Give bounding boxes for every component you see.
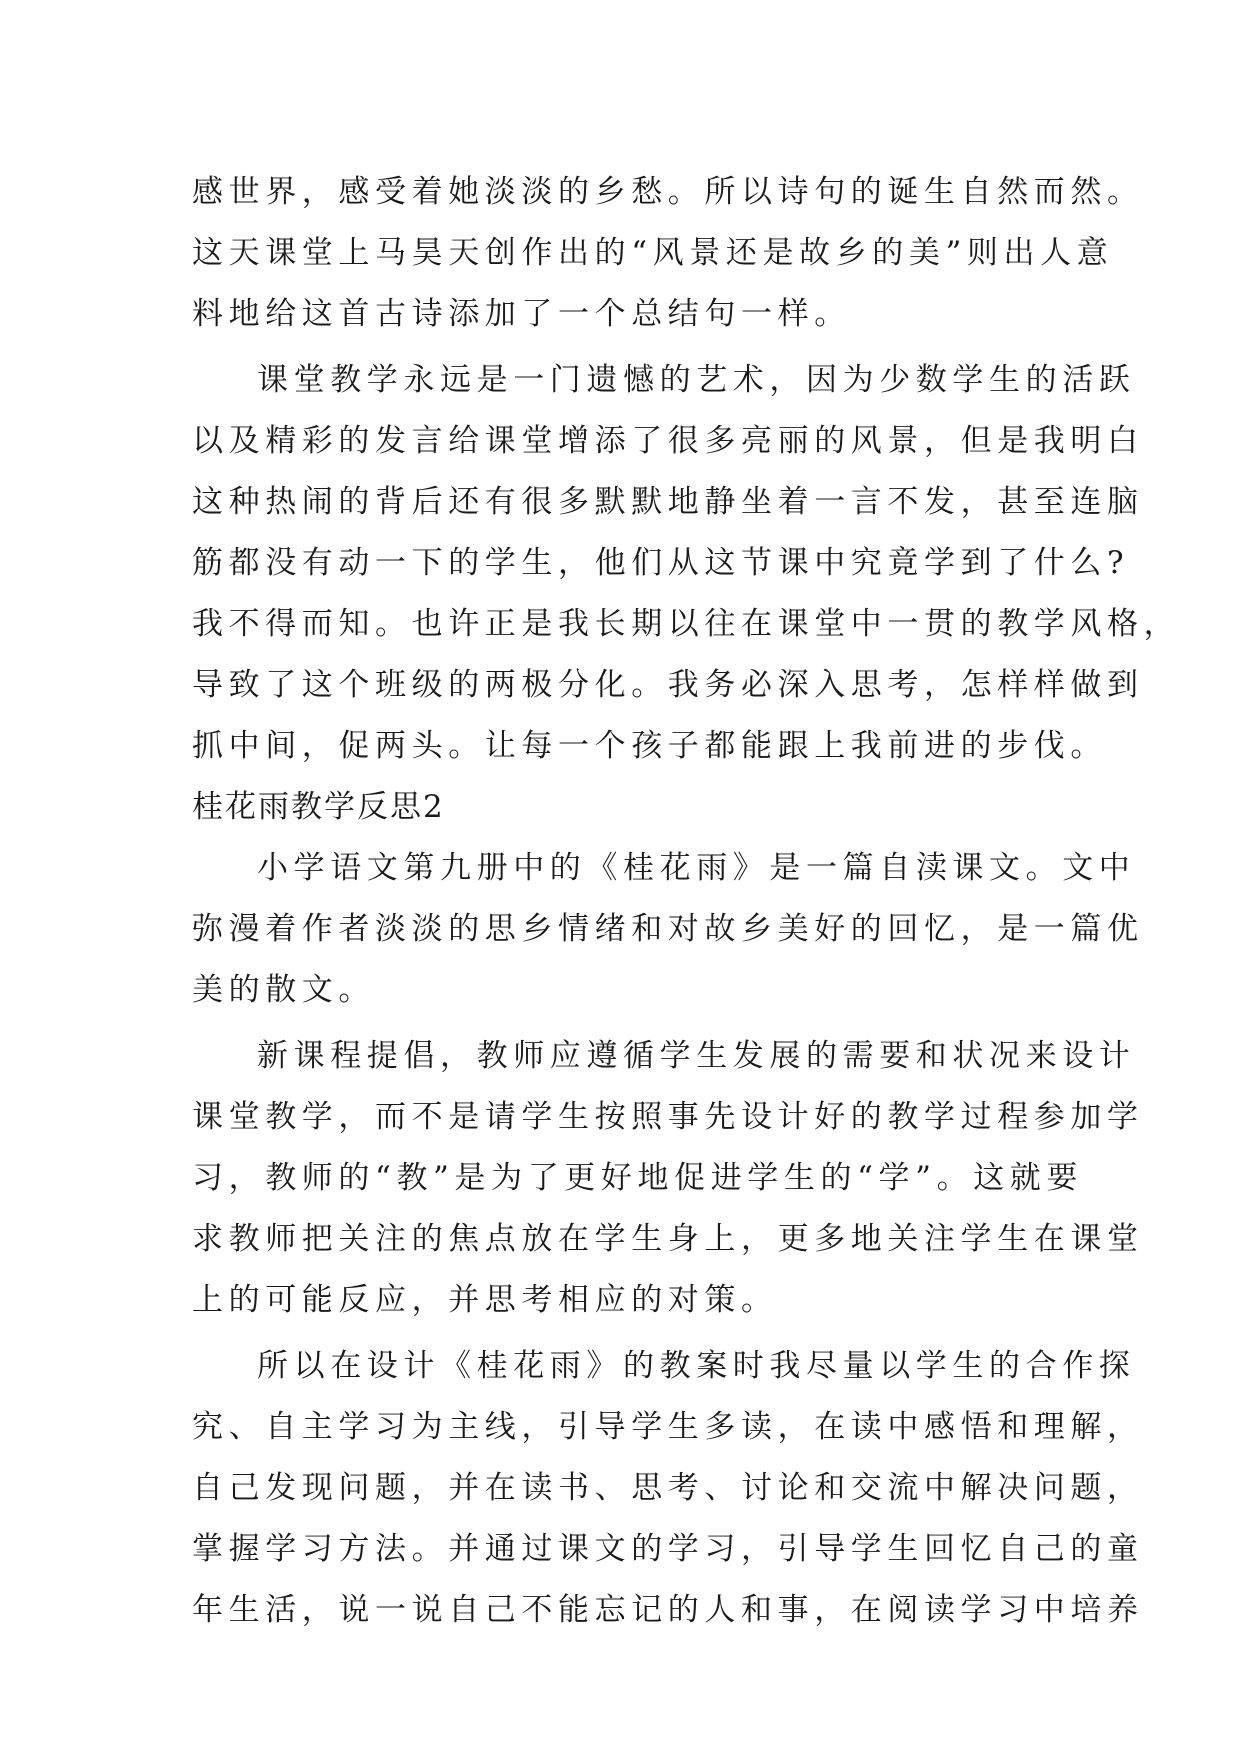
text-line: 这种热闹的背后还有很多默默地静坐着一言不发，甚至连脑 [192, 484, 1144, 520]
text-line: 小学语文第九册中的《桂花雨》是一篇自渎课文。文中 [257, 850, 1136, 886]
paragraph [192, 1026, 1144, 1331]
text-line: 新课程提倡，教师应遵循学生发展的需要和状况来设计 [257, 1038, 1136, 1074]
text-line: 课堂教学，而不是请学生按照事先设计好的教学过程参加学 [192, 1099, 1144, 1135]
paragraph [192, 350, 1181, 777]
document-page [192, 162, 1181, 1641]
text-line: 求教师把关注的焦点放在学生身上，更多地关注学生在课堂 [192, 1221, 1144, 1257]
text-line: 课堂教学永远是一门遗憾的艺术，因为少数学生的活跃 [257, 362, 1136, 398]
paragraph [192, 1336, 1144, 1641]
text-line: 自己发现问题，并在读书、思考、讨论和交流中解决问题， [192, 1470, 1144, 1506]
paragraph-continued [192, 162, 1144, 345]
text-line: 年生活，说一说自己不能忘记的人和事，在阅读学习中培养 [192, 1592, 1144, 1628]
text-line: 料地给这首古诗添加了一个总结句一样。 [192, 296, 851, 332]
section-heading [192, 777, 1052, 838]
text-line: 究、自主学习为主线，引导学生多读，在读中感悟和理解， [192, 1409, 1144, 1445]
text-line: 所以在设计《桂花雨》的教案时我尽量以学生的合作探 [257, 1348, 1136, 1384]
text-line: 习，教师的“教”是为了更好地促进学生的“学”。这就要 [192, 1160, 1083, 1196]
text-line: 上的可能反应，并思考相应的对策。 [192, 1282, 778, 1318]
text-line: 筋都没有动一下的学生，他们从这节课中究竟学到了什么? [192, 545, 1130, 581]
text-line: 我不得而知。也许正是我长期以往在课堂中一贯的教学风格， [192, 606, 1181, 642]
text-line: 抓中间，促两头。让每一个孩子都能跟上我前进的步伐。 [192, 728, 1107, 764]
text-line: 感世界，感受着她淡淡的乡愁。所以诗句的诞生自然而然。 [192, 174, 1144, 210]
text-line: 弥漫着作者淡淡的思乡情绪和对故乡美好的回忆，是一篇优 [192, 911, 1144, 947]
text-line: 这天课堂上马昊天创作出的“风景还是故乡的美”则出人意 [192, 235, 1114, 271]
text-line: 以及精彩的发言给课堂增添了很多亮丽的风景，但是我明白 [192, 423, 1144, 459]
paragraph [192, 838, 1144, 1021]
text-line: 导致了这个班级的两极分化。我务必深入思考，怎样样做到 [192, 667, 1144, 703]
heading-text: 桂花雨教学反思2 [192, 789, 445, 825]
text-line: 掌握学习方法。并通过课文的学习，引导学生回忆自己的童 [192, 1531, 1144, 1567]
text-line: 美的散文。 [192, 972, 375, 1008]
